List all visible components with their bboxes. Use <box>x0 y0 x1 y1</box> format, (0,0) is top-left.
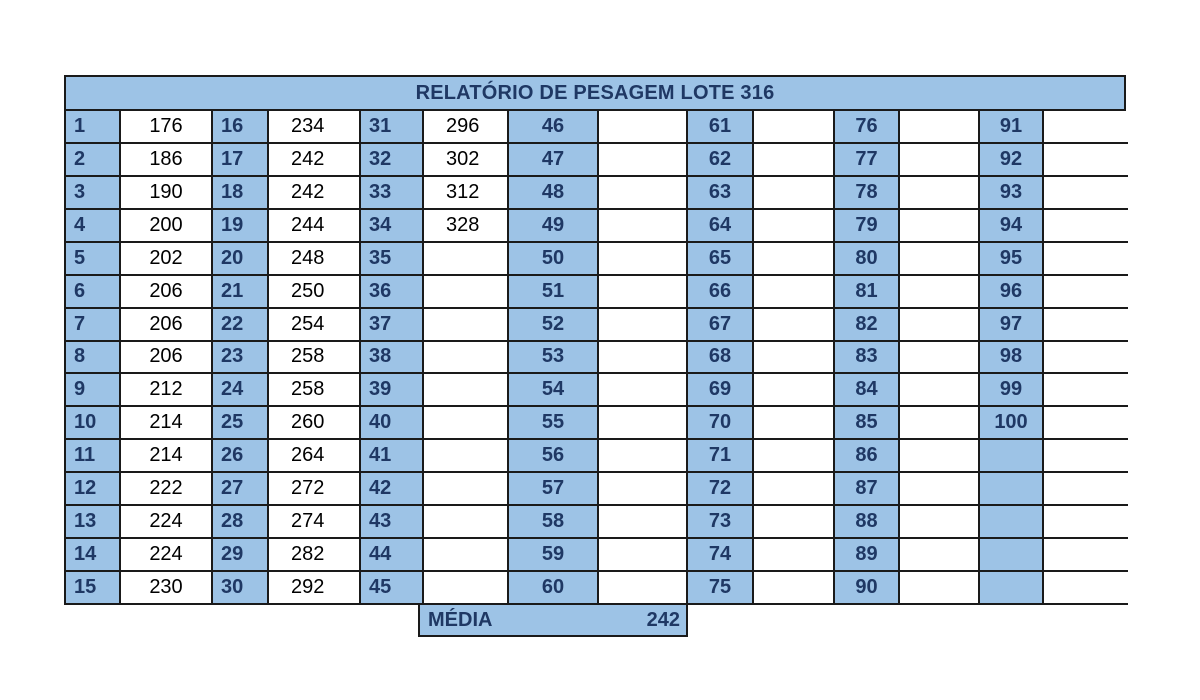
weight-value <box>900 572 980 605</box>
weight-value: 296 <box>424 111 509 144</box>
weight-value <box>754 243 835 276</box>
item-number: 73 <box>688 506 754 539</box>
weight-value <box>424 572 509 605</box>
item-number: 97 <box>980 309 1044 342</box>
item-number: 78 <box>835 177 900 210</box>
item-number: 72 <box>688 473 754 506</box>
item-number <box>980 539 1044 572</box>
weight-value <box>1044 572 1128 605</box>
weight-value: 214 <box>121 407 213 440</box>
weight-value: 242 <box>269 144 361 177</box>
weight-value: 260 <box>269 407 361 440</box>
weight-value: 254 <box>269 309 361 342</box>
item-number: 65 <box>688 243 754 276</box>
weight-value <box>754 473 835 506</box>
item-number: 18 <box>213 177 269 210</box>
weight-value: 248 <box>269 243 361 276</box>
item-number: 75 <box>688 572 754 605</box>
item-number: 4 <box>66 210 121 243</box>
weight-value <box>424 342 509 375</box>
weight-value: 206 <box>121 276 213 309</box>
weight-value <box>424 440 509 473</box>
item-number: 25 <box>213 407 269 440</box>
item-number: 26 <box>213 440 269 473</box>
weight-value <box>1044 506 1128 539</box>
weight-value <box>754 407 835 440</box>
weight-value <box>424 243 509 276</box>
weight-value <box>599 407 688 440</box>
item-number: 95 <box>980 243 1044 276</box>
item-number <box>980 572 1044 605</box>
weight-value <box>900 210 980 243</box>
item-number: 50 <box>509 243 599 276</box>
item-number: 6 <box>66 276 121 309</box>
item-number: 94 <box>980 210 1044 243</box>
item-number: 43 <box>361 506 424 539</box>
weight-value <box>900 473 980 506</box>
weight-value <box>599 440 688 473</box>
item-number: 38 <box>361 342 424 375</box>
item-number: 27 <box>213 473 269 506</box>
item-number: 54 <box>509 374 599 407</box>
weight-value <box>1044 407 1128 440</box>
weight-value <box>754 506 835 539</box>
item-number: 77 <box>835 144 900 177</box>
weight-value: 190 <box>121 177 213 210</box>
item-number: 47 <box>509 144 599 177</box>
item-number: 45 <box>361 572 424 605</box>
weight-value <box>900 309 980 342</box>
weight-value <box>599 210 688 243</box>
weight-value <box>599 374 688 407</box>
weight-value: 206 <box>121 342 213 375</box>
item-number: 89 <box>835 539 900 572</box>
item-number: 96 <box>980 276 1044 309</box>
item-number: 5 <box>66 243 121 276</box>
weight-value <box>900 276 980 309</box>
item-number: 64 <box>688 210 754 243</box>
weight-value <box>754 144 835 177</box>
item-number: 69 <box>688 374 754 407</box>
weight-value <box>424 506 509 539</box>
weight-value: 272 <box>269 473 361 506</box>
weight-value: 250 <box>269 276 361 309</box>
item-number: 23 <box>213 342 269 375</box>
item-number: 8 <box>66 342 121 375</box>
weight-value: 328 <box>424 210 509 243</box>
weight-value <box>754 111 835 144</box>
item-number: 13 <box>66 506 121 539</box>
item-number: 91 <box>980 111 1044 144</box>
weight-value <box>754 374 835 407</box>
item-number: 52 <box>509 309 599 342</box>
weight-value: 200 <box>121 210 213 243</box>
weight-value <box>599 539 688 572</box>
item-number: 31 <box>361 111 424 144</box>
weight-value <box>599 111 688 144</box>
weight-value: 206 <box>121 309 213 342</box>
item-number: 68 <box>688 342 754 375</box>
weight-value <box>1044 473 1128 506</box>
item-number: 88 <box>835 506 900 539</box>
item-number: 92 <box>980 144 1044 177</box>
item-number: 83 <box>835 342 900 375</box>
item-number: 11 <box>66 440 121 473</box>
weighing-report-table <box>64 75 1126 605</box>
item-number: 76 <box>835 111 900 144</box>
weight-value <box>754 572 835 605</box>
weight-value: 214 <box>121 440 213 473</box>
weight-value <box>599 506 688 539</box>
weight-value: 258 <box>269 374 361 407</box>
weight-value: 224 <box>121 539 213 572</box>
item-number: 1 <box>66 111 121 144</box>
weight-value: 176 <box>121 111 213 144</box>
item-number: 28 <box>213 506 269 539</box>
item-number: 87 <box>835 473 900 506</box>
item-number: 84 <box>835 374 900 407</box>
item-number: 20 <box>213 243 269 276</box>
weight-value <box>754 210 835 243</box>
weight-value: 264 <box>269 440 361 473</box>
weight-value: 186 <box>121 144 213 177</box>
item-number: 82 <box>835 309 900 342</box>
item-number: 56 <box>509 440 599 473</box>
weight-value <box>599 144 688 177</box>
weight-value <box>1044 177 1128 210</box>
weight-value <box>599 177 688 210</box>
weight-value <box>1044 374 1128 407</box>
item-number: 74 <box>688 539 754 572</box>
weight-value <box>900 374 980 407</box>
item-number: 42 <box>361 473 424 506</box>
average-row <box>418 603 688 637</box>
weight-value <box>900 539 980 572</box>
item-number: 99 <box>980 374 1044 407</box>
item-number: 36 <box>361 276 424 309</box>
item-number: 48 <box>509 177 599 210</box>
weight-value <box>1044 440 1128 473</box>
item-number: 53 <box>509 342 599 375</box>
item-number <box>980 506 1044 539</box>
weight-value: 242 <box>269 177 361 210</box>
item-number: 34 <box>361 210 424 243</box>
weight-value <box>424 539 509 572</box>
weight-value <box>1044 539 1128 572</box>
item-number: 17 <box>213 144 269 177</box>
item-number: 59 <box>509 539 599 572</box>
item-number: 49 <box>509 210 599 243</box>
item-number: 33 <box>361 177 424 210</box>
item-number: 71 <box>688 440 754 473</box>
item-number: 63 <box>688 177 754 210</box>
item-number: 32 <box>361 144 424 177</box>
weight-value <box>754 276 835 309</box>
weight-value <box>1044 309 1128 342</box>
item-number: 67 <box>688 309 754 342</box>
weight-value: 274 <box>269 506 361 539</box>
item-number: 55 <box>509 407 599 440</box>
weight-value <box>900 177 980 210</box>
item-number: 19 <box>213 210 269 243</box>
weight-value <box>424 309 509 342</box>
weight-value <box>1044 144 1128 177</box>
item-number: 10 <box>66 407 121 440</box>
weight-value <box>424 276 509 309</box>
weight-value <box>900 111 980 144</box>
item-number: 35 <box>361 243 424 276</box>
item-number: 51 <box>509 276 599 309</box>
weight-value <box>754 440 835 473</box>
weight-value <box>1044 276 1128 309</box>
weight-value <box>754 342 835 375</box>
weight-value <box>599 572 688 605</box>
weight-value <box>1044 210 1128 243</box>
weight-value: 312 <box>424 177 509 210</box>
item-number: 24 <box>213 374 269 407</box>
item-number: 16 <box>213 111 269 144</box>
weight-value: 212 <box>121 374 213 407</box>
item-number: 30 <box>213 572 269 605</box>
item-number <box>980 473 1044 506</box>
weight-value <box>754 177 835 210</box>
item-number: 81 <box>835 276 900 309</box>
average-label: MÉDIA <box>428 608 493 631</box>
weight-value: 302 <box>424 144 509 177</box>
item-number: 46 <box>509 111 599 144</box>
item-number: 22 <box>213 309 269 342</box>
weight-value: 258 <box>269 342 361 375</box>
weight-value: 282 <box>269 539 361 572</box>
item-number <box>980 440 1044 473</box>
item-number: 15 <box>66 572 121 605</box>
item-number: 9 <box>66 374 121 407</box>
weight-value <box>1044 111 1128 144</box>
item-number: 100 <box>980 407 1044 440</box>
weight-value <box>424 407 509 440</box>
item-number: 58 <box>509 506 599 539</box>
weight-value <box>900 144 980 177</box>
item-number: 44 <box>361 539 424 572</box>
weight-value <box>754 309 835 342</box>
weight-value <box>900 342 980 375</box>
average-value: 242 <box>646 608 680 631</box>
weight-value: 202 <box>121 243 213 276</box>
item-number: 98 <box>980 342 1044 375</box>
weight-value <box>599 342 688 375</box>
weight-value <box>900 407 980 440</box>
weight-value: 292 <box>269 572 361 605</box>
weight-value <box>599 243 688 276</box>
item-number: 14 <box>66 539 121 572</box>
item-number: 37 <box>361 309 424 342</box>
item-number: 21 <box>213 276 269 309</box>
item-number: 86 <box>835 440 900 473</box>
weight-value <box>424 473 509 506</box>
weight-value <box>599 309 688 342</box>
weight-value: 222 <box>121 473 213 506</box>
item-number: 39 <box>361 374 424 407</box>
item-number: 85 <box>835 407 900 440</box>
weight-value <box>900 506 980 539</box>
item-number: 40 <box>361 407 424 440</box>
item-number: 7 <box>66 309 121 342</box>
weight-value <box>900 440 980 473</box>
item-number: 90 <box>835 572 900 605</box>
item-number: 79 <box>835 210 900 243</box>
item-number: 57 <box>509 473 599 506</box>
weight-value <box>599 473 688 506</box>
item-number: 60 <box>509 572 599 605</box>
item-number: 80 <box>835 243 900 276</box>
item-number: 93 <box>980 177 1044 210</box>
weight-value: 244 <box>269 210 361 243</box>
item-number: 2 <box>66 144 121 177</box>
weight-value <box>599 276 688 309</box>
item-number: 3 <box>66 177 121 210</box>
weight-value: 234 <box>269 111 361 144</box>
weight-value <box>1044 342 1128 375</box>
weight-value <box>424 374 509 407</box>
item-number: 41 <box>361 440 424 473</box>
weight-value: 224 <box>121 506 213 539</box>
item-number: 70 <box>688 407 754 440</box>
item-number: 12 <box>66 473 121 506</box>
item-number: 29 <box>213 539 269 572</box>
weights-grid <box>66 111 1124 605</box>
weight-value <box>754 539 835 572</box>
item-number: 62 <box>688 144 754 177</box>
weight-value: 230 <box>121 572 213 605</box>
report-title: RELATÓRIO DE PESAGEM LOTE 316 <box>66 77 1124 111</box>
item-number: 66 <box>688 276 754 309</box>
item-number: 61 <box>688 111 754 144</box>
weight-value <box>900 243 980 276</box>
weight-value <box>1044 243 1128 276</box>
